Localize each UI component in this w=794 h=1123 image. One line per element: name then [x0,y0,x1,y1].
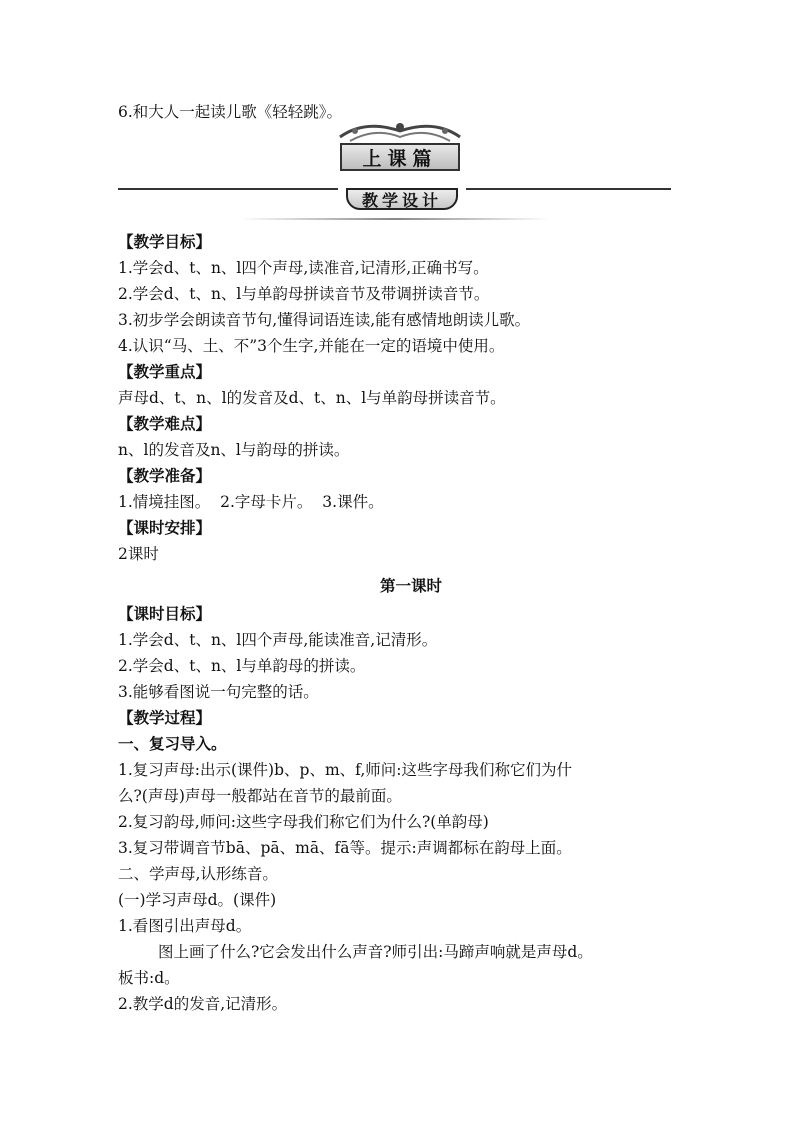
prep-text: 1.情境挂图。 2.字母卡片。 3.课件。 [118,493,384,511]
banner-title: 上课篇 [340,143,460,171]
design-tab-label: 教学设计 [346,188,458,210]
design-tab [338,186,466,212]
part2-board: 板书:d。 [118,969,180,987]
intro-line: 6.和大人一起读儿歌《轻轻跳》。 [118,103,343,121]
prep-heading: 【教学准备】 [118,467,212,485]
goal-item: 2.学会d、t、n、l与单韵母拼读音节及带调拼读音节。 [118,285,490,303]
goal-item: 1.学会d、t、n、l四个声母,读准音,记清形,正确书写。 [118,259,489,277]
fade-divider [240,218,550,220]
difficulty-text: n、l的发音及n、l与韵母的拼读。 [118,441,350,459]
part1-heading: 一、复习导入。 [118,735,227,753]
part2-item: 1.看图引出声母d。 [118,917,252,935]
lesson-goal-item: 3.能够看图说一句完整的话。 [118,683,319,701]
difficulty-heading: 【教学难点】 [118,415,212,433]
lesson-goal-item: 2.学会d、t、n、l与单韵母的拼读。 [118,657,366,675]
part2-sub: (一)学习声母d。(课件) [118,891,277,909]
lesson-goals-heading: 【课时目标】 [118,605,212,623]
part1-line: 3.复习带调音节bā、pā、mā、fā等。提示:声调都标在韵母上面。 [118,839,572,857]
part1-line: 1.复习声母:出示(课件)b、p、m、f,师问:这些字母我们称它们为什 [118,761,572,779]
schedule-heading: 【课时安排】 [118,519,212,537]
part2-detail: 图上画了什么?它会发出什么声音?师引出:马蹄声响就是声母d。 [158,943,593,961]
part2-heading: 二、学声母,认形练音。 [118,865,278,883]
lesson-goal-item: 1.学会d、t、n、l四个声母,能读准音,记清形。 [118,631,438,649]
process-heading: 【教学过程】 [118,709,212,727]
part2-item: 2.教学d的发音,记清形。 [118,995,288,1013]
key-text: 声母d、t、n、l的发音及d、t、n、l与单韵母拼读音节。 [118,389,506,407]
goal-item: 4.认识“马、土、不”3个生字,并能在一定的语境中使用。 [118,337,505,355]
goal-item: 3.初步学会朗读音节句,懂得词语连读,能有感情地朗读儿歌。 [118,311,531,329]
goals-heading: 【教学目标】 [118,233,212,251]
key-heading: 【教学重点】 [118,363,212,381]
schedule-text: 2课时 [118,545,159,563]
part1-line: 么?(声母)声母一般都站在音节的最前面。 [118,787,402,805]
lesson-title: 第一课时 [379,577,442,595]
part1-line: 2.复习韵母,师问:这些字母我们称它们为什么?(单韵母) [118,813,489,831]
